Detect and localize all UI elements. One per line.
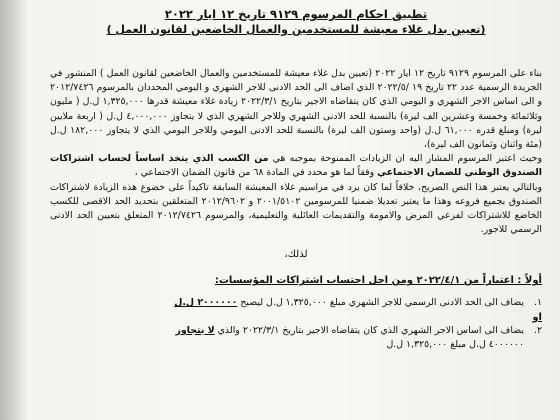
list-item-1-amount: ٢٠٠٠٠٠٠ ل.ل bbox=[174, 297, 238, 309]
list-item-2 bbox=[50, 324, 542, 353]
list-item-1-number: ١. bbox=[533, 297, 542, 309]
paragraph-whereas bbox=[50, 152, 542, 180]
list-item-2-text: يضاف الى اساس الاجر الشهري الذي كان يتقاضاه الاجير بتاريخ ٢٠٢٢/٣/١ والذي bbox=[214, 324, 524, 336]
list-item-2-number: ٢. bbox=[533, 324, 542, 336]
list-item-2-emphasis: لا يتجاوز bbox=[175, 324, 215, 336]
paragraph-consequently: وبالتالي يعتبر هذا النص الصريح، خلافاً لما كان يرد في مراسيم غلاء المعيشة السابقة تاكيداً على خضوع هذه الزيادة لاشتراكات الصندوق بجميع فروعه وهذا ما يعتبر تعديلا ضمنيا للمرسومين ٢٠٠١/٥١٠٢ و ٢٠١٢/٩٦٠٢ المتعلقين بتحديد الحد الاقصى للكسب الخاضع للاشتراكات لفرعي المرض والامومة والتقديمات العائلية والتعليمية، والمرسوم ٢٠١٢/٧٤٢٦ المتعلق بتعيين الحد الادنى الرسمي للاجور. bbox=[50, 181, 542, 236]
list-item-1 bbox=[50, 296, 542, 311]
paragraph-decree-reference: بناء على المرسوم ٩١٢٩ تاريخ ١٢ ايار ٢٠٢٢ (تعيين بدل غلاء معيشة للمستخدمين والعمال الخاضعين لقانون العمل ) المنشور في الجريدة الرسمية عدد ٢٢ تاريخ ١٩ /٢٠٢٢/٥ الذي اضاف الى الحد الادنى للاجر الشهري و اليومي المحددان بالمرسوم ٢٠١٢/٧٤٢٦ و الى اساس الاجر الشهري و اليومي الذي كان يتقاضاه الاجير بتاريخ ٢٠٢٢/٣/١ زيادة غلاء معيشة قدرها ١,٣٢٥,٠٠٠ ل.ل ( مليون وثلاثمائة وخمسة وعشرين الف ليرة) بالنسبة للحد الادنى الشهري وللاجر الشهري الذي لا يتجاوز ٤,٠٠٠,٠٠٠ ل.ل ( اربعة ملايين ليرة) ومبلغ قدره ٦١,٠٠٠ ل.ل (واحد وستون الف ليرة) بالنسبة للحد الادنى اليومي وللاجر اليومي الذي لا يتجاوز ١٨٢,٠٠٠ ل.ل (مئة واثنان وثمانون الف ليرة)، bbox=[50, 68, 543, 151]
list-item-2-amount: ٤٠٠٠٠٠٠ ل.ل مبلغ ١,٣٢٥,٠٠٠ ل.ل bbox=[386, 339, 524, 351]
document-title: تطبيق احكام المرسوم ٩١٢٩ تاريخ ١٢ ايار ٢٠٢٢ bbox=[164, 7, 428, 21]
document-body bbox=[50, 6, 542, 353]
whereas-text-bold: من الكسب الذي يتخذ اساساً لحساب اشتراكات الصندوق الوطني للضمان الاجتماعي bbox=[50, 153, 542, 179]
therefore-heading: لذلك، bbox=[284, 249, 308, 261]
document-subtitle: (تعيين بدل غلاء معيشة للمستخدمين والعمال الخاضعين لقانون العمل ) bbox=[106, 23, 486, 36]
list-item-1-text: يضاف الى الحد الادنى الرسمي للاجر الشهري مبلغ ١,٣٢٥,٠٠٠ ل.ل ليصبح bbox=[237, 297, 524, 309]
whereas-text-c: وفقاً لما هو محدد في المادة ٦٨ من قانون الضمان الاجتماعي ، bbox=[134, 167, 378, 179]
conjunction-or: او bbox=[532, 311, 542, 323]
whereas-text-a: وحيث اعتبر المرسوم المشار اليه ان الزيادات الممنوحة بموجبه هي bbox=[268, 153, 542, 165]
page-shadow bbox=[0, 0, 30, 420]
section-first-heading: أولاً : اعتباراً من ٢٠٢٢/٤/١ ومن اجل احتساب اشتراكات المؤسسات: bbox=[214, 275, 542, 287]
